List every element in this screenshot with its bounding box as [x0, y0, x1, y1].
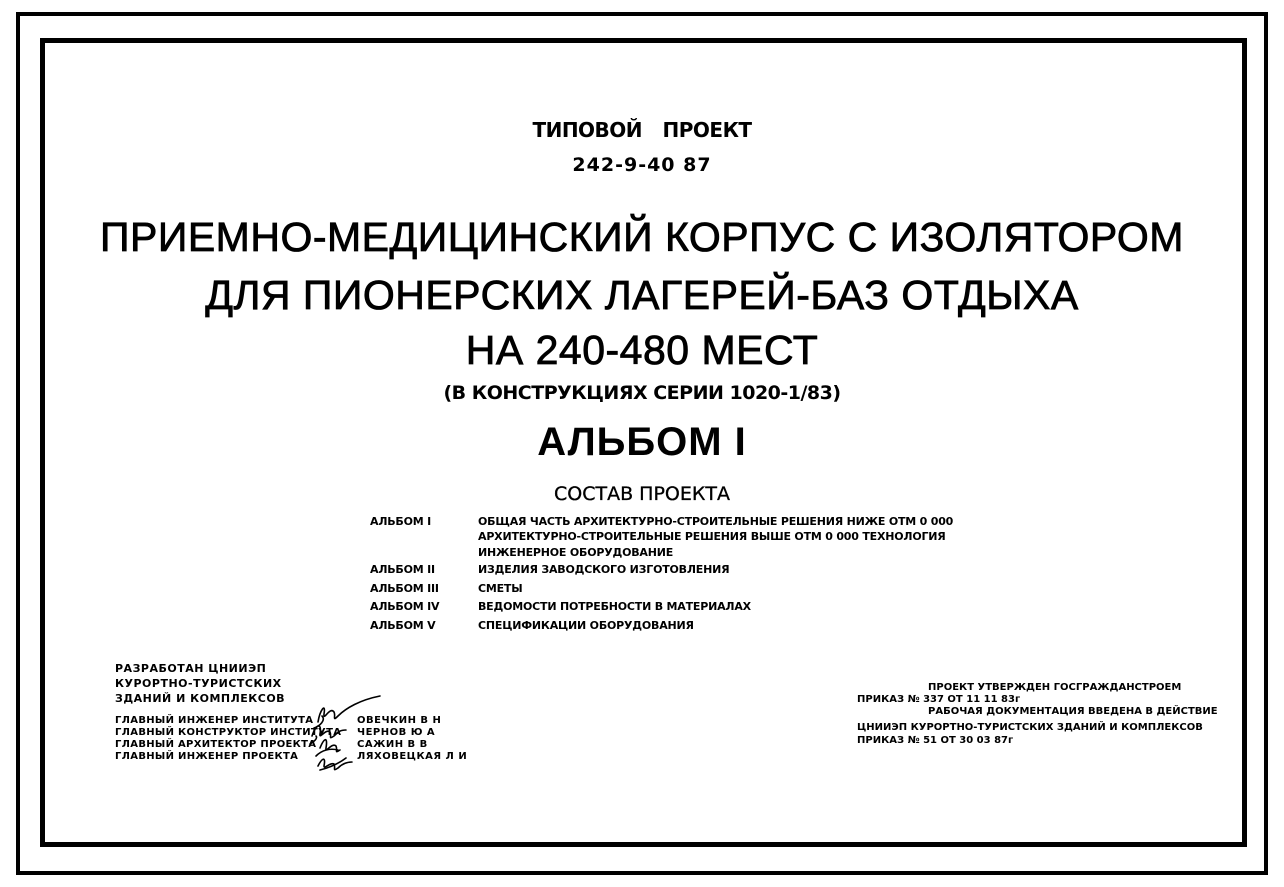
developer-line: РАЗРАБОТАН ЦНИИЭП: [115, 662, 267, 675]
title-line-1: ПРИЕМНО-МЕДИЦИНСКИЙ КОРПУС С ИЗОЛЯТОРОМ: [100, 214, 1184, 260]
composition-album-value: СПЕЦИФИКАЦИИ ОБОРУДОВАНИЯ: [478, 619, 694, 632]
composition-album-key: АЛЬБОМ III: [370, 582, 439, 595]
signatory-name: ЧЕРНОВ Ю А: [357, 727, 436, 738]
approval-line: ПРИКАЗ № 337 ОТ 11 11 83г: [857, 694, 1021, 705]
composition-album-key: АЛЬБОМ II: [370, 563, 435, 576]
composition-album-value: СМЕТЫ: [478, 582, 523, 595]
composition-album-value: АРХИТЕКТУРНО-СТРОИТЕЛЬНЫЕ РЕШЕНИЯ ВЫШЕ ОТМ 0 000 ТЕХНОЛОГИЯ: [478, 530, 946, 543]
title-line-2: ДЛЯ ПИОНЕРСКИХ ЛАГЕРЕЙ-БАЗ ОТДЫХА: [205, 272, 1079, 318]
project-number: 242-9-40 87: [572, 154, 712, 176]
signatory-role: ГЛАВНЫЙ ИНЖЕНЕР ПРОЕКТА: [115, 751, 299, 762]
composition-album-key: АЛЬБОМ V: [370, 619, 436, 632]
project-type-label: ТИПОВОЙ ПРОЕКТ: [532, 118, 752, 142]
signatory-role: ГЛАВНЫЙ АРХИТЕКТОР ПРОЕКТА: [115, 739, 317, 750]
composition-album-key: АЛЬБОМ IV: [370, 600, 440, 613]
signatory-name: ОВЕЧКИН В Н: [357, 715, 442, 726]
developer-line: КУРОРТНО-ТУРИСТСКИХ: [115, 677, 282, 690]
developer-line: ЗДАНИЙ И КОМПЛЕКСОВ: [115, 692, 286, 705]
composition-album-value: ИЗДЕЛИЯ ЗАВОДСКОГО ИЗГОТОВЛЕНИЯ: [478, 563, 730, 576]
handwritten-signatures: [290, 692, 385, 777]
developer-block: [115, 661, 285, 706]
composition-album-key: АЛЬБОМ I: [370, 515, 432, 528]
signatory-name: САЖИН В В: [357, 739, 428, 750]
composition-heading: СОСТАВ ПРОЕКТА: [554, 483, 730, 505]
composition-album-value: ИНЖЕНЕРНОЕ ОБОРУДОВАНИЕ: [478, 546, 674, 559]
title-line-3: НА 240-480 МЕСТ: [465, 327, 819, 373]
signatory-name: ЛЯХОВЕЦКАЯ Л И: [357, 751, 468, 762]
approval-line: ЦНИИЭП КУРОРТНО-ТУРИСТСКИХ ЗДАНИЙ И КОМПЛЕКСОВ: [857, 722, 1203, 733]
signatory-role: ГЛАВНЫЙ КОНСТРУКТОР ИНСТИТУТА: [115, 727, 342, 738]
album-title: АЛЬБОМ I: [537, 420, 747, 464]
approval-line: ПРОЕКТ УТВЕРЖДЕН ГОСГРАЖДАНСТРОЕМ: [928, 682, 1182, 693]
signatory-role: ГЛАВНЫЙ ИНЖЕНЕР ИНСТИТУТА: [115, 715, 314, 726]
approval-line: ПРИКАЗ № 51 ОТ 30 03 87г: [857, 735, 1014, 746]
composition-album-value: ВЕДОМОСТИ ПОТРЕБНОСТИ В МАТЕРИАЛАХ: [478, 600, 751, 613]
approval-line: РАБОЧАЯ ДОКУМЕНТАЦИЯ ВВЕДЕНА В ДЕЙСТВИЕ: [928, 706, 1218, 717]
construction-series: (В КОНСТРУКЦИЯХ СЕРИИ 1020-1/83): [443, 382, 841, 404]
composition-album-value: ОБЩАЯ ЧАСТЬ АРХИТЕКТУРНО-СТРОИТЕЛЬНЫЕ РЕШЕНИЯ НИЖЕ ОТМ 0 000: [478, 515, 954, 528]
